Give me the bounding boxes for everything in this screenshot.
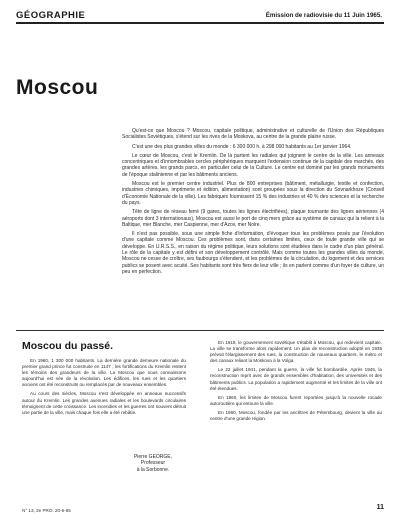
history-paragraph: En 1960, les limites de Moscou furent reportées jusqu'à la nouvelle rocade autoroutière qui entoure la ville.	[210, 394, 382, 406]
page-number: 11	[376, 504, 384, 511]
history-left-column	[22, 358, 186, 419]
article-paragraph: Le cœur de Moscou, c'est le Kremlin. De là partent les radiales qui joignent le centre de la ville. Les anneaux concentriques et d'innombrables cercles périphériques marquent l'extension continue de la capitale des marchés, des grandes artères, les grands parcs, en particulier celui de la Culture. Le centre est dominé par les grands monuments de l'époque stalinienne et par les bâtiments anciens.	[122, 152, 384, 178]
history-paragraph: En 1960, 1 300 000 habitants. La dernière grande demeure nationale du premier grand prince fut construite en 1147 ; les fortifications du Kremlin restent les témoins des grandeurs de la ville. La Moscou que nous connaissons aujourd'hui est née de la révolution. Les édifices, les rues et les quartiers anciens ont été reconstruits ou remplacés par de nouveaux ensembles.	[22, 358, 186, 388]
article-body	[122, 128, 384, 278]
author-title: Professeur	[140, 460, 166, 467]
article-paragraph: Moscou est le premier centre industriel. Plus de 800 entreprises (bâtiment, métallurgie, textile et confection, industries chimiques, imprimerie et édition, alimentation) sont groupées sous la direction du Sovnarkhoze (Conseil d'Économie Nationale de la ville). Les fabriques fournissent 15 % des industries et 40 % des sciences et la recherche du pays.	[122, 181, 384, 206]
history-paragraph: En 1918, le gouvernement soviétique s'établit à Moscou, qui redevient capitale. La ville se transforme alors rapidement. Un plan de reconstruction adopté en 1935 prévoit l'élargissement des rues, la construction de nouveaux quartiers, le métro et des canaux reliant la Moskova à la Volga.	[210, 340, 382, 364]
history-paragraph: En 1960, Moscou, fondée par les ancêtres de Pétersbourg, devient la ville au centre d'une grande région.	[210, 409, 382, 422]
article-paragraph: C'est une des plus grandes villes du monde : 6 300 000 h. à 298 000 habitants au 1er janvier 1964.	[132, 143, 352, 150]
author-signature	[118, 454, 188, 473]
history-paragraph: Au cours des siècles, Moscou s'est développée en anneaux successifs autour du Kremlin. Les grandes avenues radiales et les boulevards circulaires témoignent de cette croissance. Les incendies et les guerres ont souvent détruit une partie de la ville, mais chaque fois elle a été rebâtie.	[22, 391, 186, 415]
footer-reference: N° 13, 2e PRO. 20-6-65	[22, 508, 71, 513]
header-rule	[16, 22, 384, 24]
article-title: Moscou	[16, 76, 99, 99]
article-paragraph: Qu'est-ce que Moscou ? Moscou, capitale politique, administrative et culturelle de l'Union des Républiques Socialistes Soviétiques, s'étend sur les rives de la Moskova, au centre de la grande plaine russe.	[122, 128, 384, 141]
history-right-column	[210, 340, 382, 425]
section-label: GÉOGRAPHIE	[16, 10, 86, 21]
author-affiliation: à la Sorbonne.	[136, 466, 170, 473]
article-paragraph: Tête de ligne de réseau ferré (9 gares, toutes les lignes électrifiées), plaque tournante des lignes aériennes (4 aéroports dont 3 internationaux), Moscou est aussi le port de cinq mers grâce au système de canaux qui la relient à la Baltique, mer Blanche, mer Caspienne, mer d'Azov, mer Noire.	[122, 209, 384, 228]
history-paragraph: Le 22 juillet 1941, pendant la guerre, la ville fut bombardée. Après 1945, la reconstruction reprit avec de grands ensembles d'habitation, des universités et des bâtiments publics. La population a rapidement augmenté et les limites de la ville ont été étendues.	[210, 367, 382, 391]
broadcast-note: Émission de radiovisie du 11 Juin 1965.	[265, 12, 382, 19]
article-paragraph: Il n'est pas possible, sous une simple fiche d'information, d'évoquer tous les problèmes posés par l'évolution d'une capitale comme Moscou. Ces problèmes sont, dans certaines limites, ceux de toute grande ville qui se développe. En U.R.S.S., en raison du régime politique, leurs solutions sont étudiées dans le cadre d'un plan général. Le rôle de la capitale y est défini et son développement contrôlé. Mais comme toutes les grandes villes du monde, Moscou ne cesse de croître, ses faubourgs s'étendent, et les problèmes de la circulation, du logement et des services publics se posent avec acuité. Ses habitants sont très fiers de leur ville ; ils en parlent comme d'un foyer de culture, un peu en perfection.	[122, 231, 384, 275]
author-name: Pierre GEORGE,	[133, 454, 173, 460]
history-title: Moscou du passé.	[22, 340, 114, 352]
